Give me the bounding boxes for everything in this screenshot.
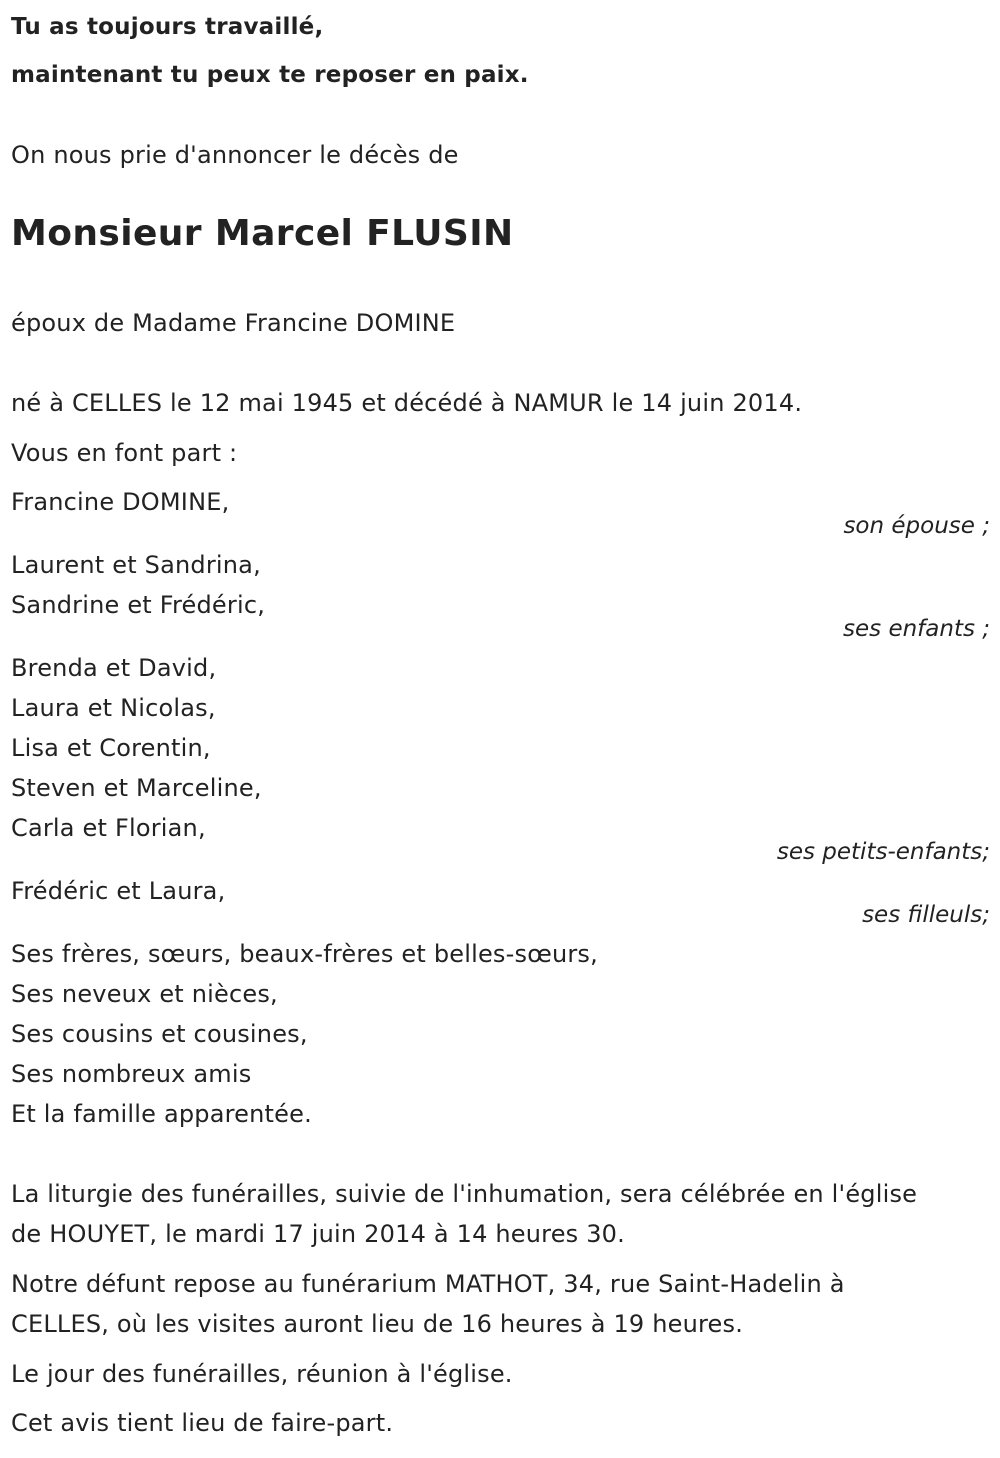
family-grandchild-4: Steven et Marceline,	[11, 774, 262, 802]
spouse-line: époux de Madame Francine DOMINE	[11, 309, 456, 337]
family-grandchild-1: Brenda et David,	[11, 654, 217, 682]
family-spouse-name: Francine DOMINE,	[11, 488, 230, 516]
intro-text: On nous prie d'annoncer le décès de	[11, 141, 459, 169]
meeting-line: Le jour des funérailles, réunion à l'église.	[11, 1360, 513, 1388]
family-other-5: Et la famille apparentée.	[11, 1100, 312, 1128]
announcers-intro: Vous en font part :	[11, 439, 238, 467]
visitation-line-1: Notre défunt repose au funérarium MATHOT, 34, rue Saint-Hadelin à	[11, 1270, 845, 1298]
family-grandchild-2: Laura et Nicolas,	[11, 694, 216, 722]
deceased-name: Monsieur Marcel FLUSIN	[11, 213, 514, 254]
relation-spouse: son épouse ;	[843, 513, 990, 539]
relation-grandchildren: ses petits-enfants;	[776, 839, 990, 865]
relation-children: ses enfants ;	[843, 616, 990, 642]
family-grandchild-3: Lisa et Corentin,	[11, 734, 211, 762]
visitation-line-2: CELLES, où les visites auront lieu de 16 heures à 19 heures.	[11, 1310, 744, 1338]
epigraph-line-2: maintenant tu peux te reposer en paix.	[11, 62, 529, 88]
birth-death-line: né à CELLES le 12 mai 1945 et décédé à NAMUR le 14 juin 2014.	[11, 389, 803, 417]
closing-line: Cet avis tient lieu de faire-part.	[11, 1409, 394, 1437]
ceremony-line-2: de HOUYET, le mardi 17 juin 2014 à 14 heures 30.	[11, 1220, 625, 1248]
family-grandchild-5: Carla et Florian,	[11, 814, 206, 842]
epigraph-line-1: Tu as toujours travaillé,	[11, 14, 324, 40]
ceremony-line-1: La liturgie des funérailles, suivie de l'inhumation, sera célébrée en l'église	[11, 1180, 918, 1208]
family-other-2: Ses neveux et nièces,	[11, 980, 278, 1008]
family-godchild-1: Frédéric et Laura,	[11, 877, 226, 905]
family-child-2: Sandrine et Frédéric,	[11, 591, 266, 619]
family-other-3: Ses cousins et cousines,	[11, 1020, 308, 1048]
relation-godchildren: ses filleuls;	[862, 902, 990, 928]
family-other-4: Ses nombreux amis	[11, 1060, 252, 1088]
family-other-1: Ses frères, sœurs, beaux-frères et belles-sœurs,	[11, 940, 598, 968]
family-child-1: Laurent et Sandrina,	[11, 551, 261, 579]
